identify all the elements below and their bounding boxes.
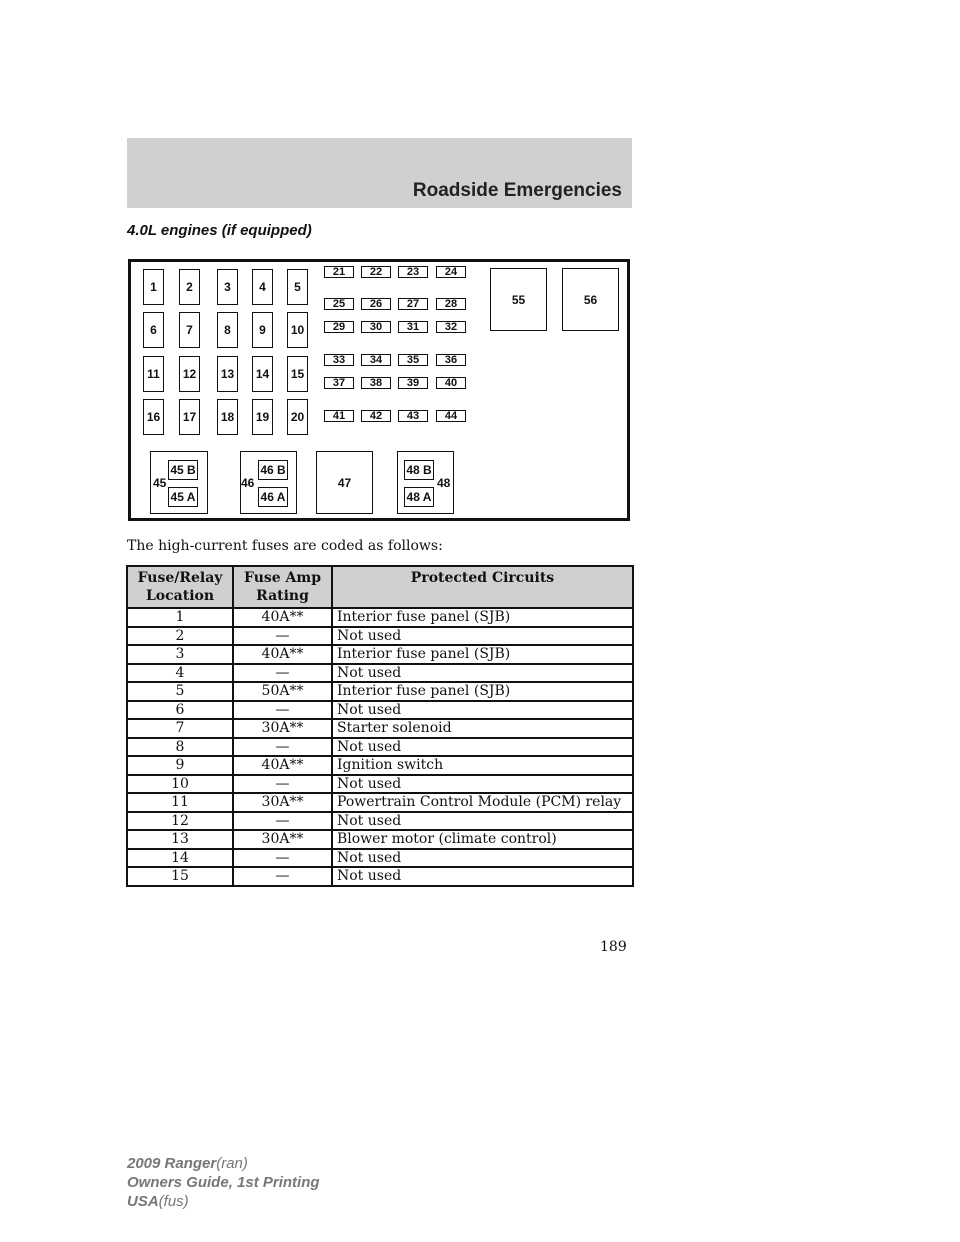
table-row [127, 849, 633, 868]
cell-location: 5 [127, 682, 233, 701]
relay-45a: 45 A [168, 487, 198, 507]
table-header-row [127, 566, 633, 608]
cell-circuits: Powertrain Control Module (PCM) relay [332, 793, 633, 812]
footer-model-code: (ran) [216, 1155, 248, 1172]
footer-line-3 [127, 1192, 320, 1211]
fuse-18: 18 [217, 399, 238, 435]
cell-rating: 30A** [233, 793, 332, 812]
cell-rating: — [233, 867, 332, 886]
table-row [127, 867, 633, 886]
fuse-29: 29 [324, 321, 354, 333]
table-row [127, 645, 633, 664]
section-header-band [127, 138, 632, 208]
cell-location: 7 [127, 719, 233, 738]
table-row [127, 738, 633, 757]
relay-48b: 48 B [404, 460, 434, 480]
fuse-43: 43 [398, 410, 428, 422]
fuse-37: 37 [324, 377, 354, 389]
fuse-38: 38 [361, 377, 391, 389]
fuse-27: 27 [398, 298, 428, 310]
table-row [127, 682, 633, 701]
cell-circuits: Not used [332, 849, 633, 868]
fuse-block-47: 47 [316, 451, 373, 514]
table-row [127, 830, 633, 849]
cell-rating: — [233, 627, 332, 646]
fuse-33: 33 [324, 354, 354, 366]
cell-location: 10 [127, 775, 233, 794]
cell-location: 12 [127, 812, 233, 831]
cell-circuits: Blower motor (climate control) [332, 830, 633, 849]
relay-45-label: 45 [153, 476, 167, 490]
fuse-5: 5 [287, 269, 308, 305]
fuse-35: 35 [398, 354, 428, 366]
fuse-19: 19 [252, 399, 273, 435]
cell-circuits: Interior fuse panel (SJB) [332, 608, 633, 627]
fuse-7: 7 [179, 312, 200, 348]
cell-rating: 30A** [233, 719, 332, 738]
fuse-11: 11 [143, 356, 164, 392]
cell-rating: — [233, 701, 332, 720]
fuse-15: 15 [287, 356, 308, 392]
fuse-20: 20 [287, 399, 308, 435]
fuse-28: 28 [436, 298, 466, 310]
cell-location: 3 [127, 645, 233, 664]
cell-rating: — [233, 738, 332, 757]
fuse-21: 21 [324, 266, 354, 278]
cell-circuits: Not used [332, 738, 633, 757]
fuse-30: 30 [361, 321, 391, 333]
table-row [127, 719, 633, 738]
subsection-heading: 4.0L engines (if equipped) [127, 222, 312, 239]
fuse-12: 12 [179, 356, 200, 392]
page-number: 189 [600, 939, 627, 955]
cell-location: 4 [127, 664, 233, 683]
cell-rating: — [233, 849, 332, 868]
fuse-31: 31 [398, 321, 428, 333]
fuse-40: 40 [436, 377, 466, 389]
table-row [127, 664, 633, 683]
table-row [127, 812, 633, 831]
fuse-32: 32 [436, 321, 466, 333]
cell-rating: — [233, 775, 332, 794]
cell-circuits: Not used [332, 775, 633, 794]
fuse-26: 26 [361, 298, 391, 310]
fuse-14: 14 [252, 356, 273, 392]
fuse-16: 16 [143, 399, 164, 435]
footer-model: 2009 Ranger [127, 1155, 217, 1172]
fuse-34: 34 [361, 354, 391, 366]
cell-rating: — [233, 812, 332, 831]
cell-location: 6 [127, 701, 233, 720]
header-rating: Fuse Amp Rating [233, 566, 332, 608]
cell-rating: 40A** [233, 608, 332, 627]
relay-45b: 45 B [168, 460, 198, 480]
fuse-box-diagram [128, 259, 630, 521]
header-circuits: Protected Circuits [332, 566, 633, 608]
relay-46b: 46 B [258, 460, 288, 480]
fuse-23: 23 [398, 266, 428, 278]
relay-48a: 48 A [404, 487, 434, 507]
footer-line-2: Owners Guide, 1st Printing [127, 1174, 320, 1191]
table-row [127, 627, 633, 646]
table-row [127, 793, 633, 812]
fuse-9: 9 [252, 312, 273, 348]
fuse-25: 25 [324, 298, 354, 310]
header-location: Fuse/Relay Location [127, 566, 233, 608]
footer-line-1 [127, 1154, 320, 1173]
cell-location: 11 [127, 793, 233, 812]
table-row [127, 756, 633, 775]
cell-circuits: Starter solenoid [332, 719, 633, 738]
cell-location: 8 [127, 738, 233, 757]
fuse-22: 22 [361, 266, 391, 278]
cell-location: 15 [127, 867, 233, 886]
relay-46-label: 46 [241, 476, 255, 490]
cell-rating: 40A** [233, 645, 332, 664]
cell-rating: 30A** [233, 830, 332, 849]
footer-market: USA [127, 1193, 159, 1210]
fuse-block-56: 56 [562, 268, 619, 331]
fuse-41: 41 [324, 410, 354, 422]
fuse-10: 10 [287, 312, 308, 348]
cell-circuits: Not used [332, 867, 633, 886]
fuse-3: 3 [217, 269, 238, 305]
fuse-36: 36 [436, 354, 466, 366]
cell-circuits: Not used [332, 664, 633, 683]
section-title: Roadside Emergencies [412, 180, 622, 201]
fuse-17: 17 [179, 399, 200, 435]
cell-circuits: Interior fuse panel (SJB) [332, 682, 633, 701]
cell-location: 14 [127, 849, 233, 868]
cell-rating: — [233, 664, 332, 683]
fuse-24: 24 [436, 266, 466, 278]
fuse-table [126, 565, 634, 887]
fuse-42: 42 [361, 410, 391, 422]
cell-rating: 40A** [233, 756, 332, 775]
table-row [127, 608, 633, 627]
table-row [127, 701, 633, 720]
fuse-8: 8 [217, 312, 238, 348]
cell-location: 2 [127, 627, 233, 646]
footer-market-code: (fus) [158, 1193, 189, 1210]
cell-location: 9 [127, 756, 233, 775]
fuse-39: 39 [398, 377, 428, 389]
fuse-1: 1 [143, 269, 164, 305]
cell-location: 13 [127, 830, 233, 849]
fuse-4: 4 [252, 269, 273, 305]
relay-46a: 46 A [258, 487, 288, 507]
fuse-2: 2 [179, 269, 200, 305]
cell-location: 1 [127, 608, 233, 627]
cell-circuits: Ignition switch [332, 756, 633, 775]
fuse-44: 44 [436, 410, 466, 422]
table-row [127, 775, 633, 794]
cell-circuits: Not used [332, 627, 633, 646]
cell-rating: 50A** [233, 682, 332, 701]
cell-circuits: Interior fuse panel (SJB) [332, 645, 633, 664]
footer [127, 1154, 320, 1211]
fuse-13: 13 [217, 356, 238, 392]
cell-circuits: Not used [332, 812, 633, 831]
relay-48-label: 48 [437, 476, 451, 490]
fuse-block-55: 55 [490, 268, 547, 331]
cell-circuits: Not used [332, 701, 633, 720]
intro-text: The high-current fuses are coded as follows: [127, 538, 443, 554]
fuse-6: 6 [143, 312, 164, 348]
